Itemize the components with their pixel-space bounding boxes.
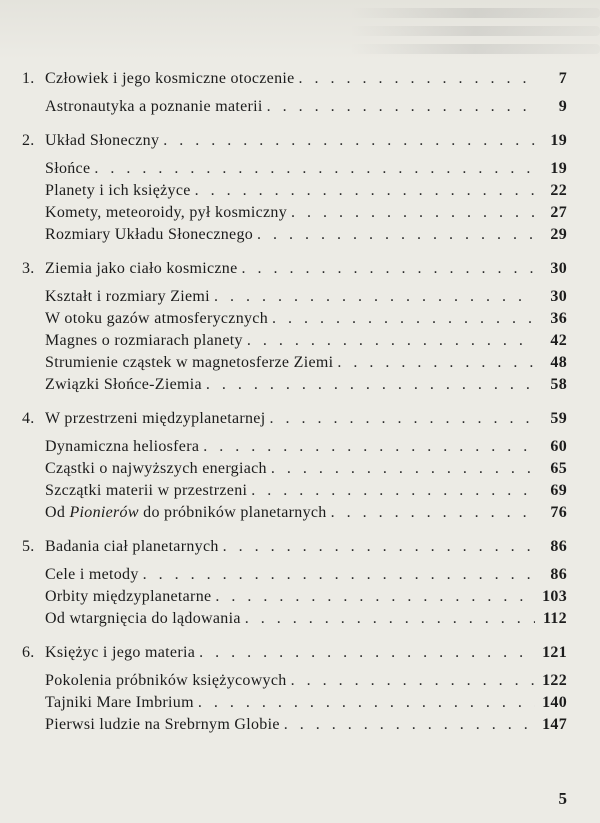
section-title: Planety i ich księżyce bbox=[45, 182, 191, 199]
page-ref: 121 bbox=[542, 644, 567, 661]
section-entry bbox=[22, 608, 567, 630]
leader-dots bbox=[251, 480, 535, 502]
chapter-1 bbox=[22, 68, 567, 118]
section-entry bbox=[22, 714, 567, 736]
section-entry bbox=[22, 202, 567, 224]
chapter-heading bbox=[22, 408, 567, 430]
section-title: W otoku gazów atmosferycznych bbox=[45, 310, 268, 327]
section-entry bbox=[22, 286, 567, 308]
page-ref: 60 bbox=[550, 438, 567, 455]
leader-dots bbox=[291, 202, 535, 224]
leader-dots bbox=[94, 158, 535, 180]
page-ref: 22 bbox=[550, 182, 567, 199]
leader-dots bbox=[215, 586, 535, 608]
leader-dots bbox=[291, 670, 535, 692]
page-number: 5 bbox=[558, 789, 567, 808]
section-entry bbox=[22, 224, 567, 246]
section-entry bbox=[22, 158, 567, 180]
leader-dots bbox=[257, 224, 535, 246]
section-title: Tajniki Mare Imbrium bbox=[45, 694, 194, 711]
section-entry bbox=[22, 458, 567, 480]
leader-dots bbox=[337, 352, 535, 374]
page-ref: 19 bbox=[550, 132, 567, 149]
page-ref: 29 bbox=[550, 226, 567, 243]
chapter-number: 1. bbox=[22, 70, 35, 87]
title-prefix: Od bbox=[45, 504, 70, 521]
page-ref: 58 bbox=[550, 376, 567, 393]
leader-dots bbox=[206, 374, 535, 396]
page-ref: 48 bbox=[550, 354, 567, 371]
page-ref: 86 bbox=[550, 566, 567, 583]
chapter-title: Badania ciał planetarnych bbox=[45, 538, 219, 555]
chapter-6 bbox=[22, 642, 567, 736]
page-ref: 65 bbox=[550, 460, 567, 477]
section-title: Słońce bbox=[45, 160, 91, 177]
section-title: Komety, meteoroidy, pył kosmiczny bbox=[45, 204, 288, 221]
previous-page-bleed bbox=[0, 0, 600, 60]
leader-dots bbox=[271, 458, 535, 480]
table-of-contents bbox=[22, 68, 567, 748]
section-title: Od wtargnięcia do lądowania bbox=[45, 610, 241, 627]
section-entry bbox=[22, 308, 567, 330]
leader-dots bbox=[272, 308, 535, 330]
bleed-line bbox=[350, 26, 600, 36]
section-title: Cząstki o najwyższych energiach bbox=[45, 460, 267, 477]
chapter-title: Ziemia jako ciało kosmiczne bbox=[45, 260, 238, 277]
section-title: Strumienie cząstek w magnetosferze Ziemi bbox=[45, 354, 334, 371]
section-title: Astronautyka a poznanie materii bbox=[45, 98, 263, 115]
chapter-title: W przestrzeni międzyplanetarnej bbox=[45, 410, 266, 427]
chapter-number: 2. bbox=[22, 132, 35, 149]
section-title: Pokolenia próbników księżycowych bbox=[45, 672, 287, 689]
chapter-title: Człowiek i jego kosmiczne otoczenie bbox=[45, 70, 295, 87]
section-entry bbox=[22, 502, 567, 524]
chapter-heading bbox=[22, 130, 567, 152]
page-ref: 9 bbox=[558, 98, 567, 115]
leader-dots bbox=[199, 642, 535, 664]
page-ref: 42 bbox=[550, 332, 567, 349]
chapter-heading bbox=[22, 642, 567, 664]
section-entry bbox=[22, 374, 567, 396]
section-title: Magnes o rozmiarach planety bbox=[45, 332, 243, 349]
leader-dots bbox=[195, 180, 535, 202]
section-title bbox=[45, 502, 327, 524]
section-title: Kształt i rozmiary Ziemi bbox=[45, 288, 210, 305]
section-entry bbox=[22, 586, 567, 608]
section-title: Cele i metody bbox=[45, 566, 139, 583]
leader-dots bbox=[223, 536, 535, 558]
section-title: Orbity międzyplanetarne bbox=[45, 588, 212, 605]
section-entry bbox=[22, 96, 567, 118]
chapter-heading bbox=[22, 258, 567, 280]
section-entry bbox=[22, 480, 567, 502]
leader-dots bbox=[143, 564, 535, 586]
section-entry bbox=[22, 692, 567, 714]
leader-dots bbox=[269, 408, 535, 430]
chapter-number: 3. bbox=[22, 260, 35, 277]
title-italic: Pionierów bbox=[69, 504, 139, 521]
section-title: Rozmiary Układu Słonecznego bbox=[45, 226, 254, 243]
leader-dots bbox=[299, 68, 535, 90]
chapter-5 bbox=[22, 536, 567, 630]
section-entry bbox=[22, 330, 567, 352]
leader-dots bbox=[284, 714, 535, 736]
page-ref: 122 bbox=[542, 672, 567, 689]
section-title: Dynamiczna heliosfera bbox=[45, 438, 200, 455]
leader-dots bbox=[267, 96, 535, 118]
page-ref: 30 bbox=[550, 260, 567, 277]
leader-dots bbox=[163, 130, 535, 152]
page-ref: 59 bbox=[550, 410, 567, 427]
leader-dots bbox=[247, 330, 535, 352]
section-entry bbox=[22, 352, 567, 374]
chapter-number: 6. bbox=[22, 644, 35, 661]
page-ref: 7 bbox=[558, 70, 567, 87]
chapter-number: 4. bbox=[22, 410, 35, 427]
leader-dots bbox=[198, 692, 535, 714]
page-ref: 76 bbox=[550, 504, 567, 521]
section-title: Związki Słońce-Ziemia bbox=[45, 376, 202, 393]
section-title: Szczątki materii w przestrzeni bbox=[45, 482, 248, 499]
chapter-title: Księżyc i jego materia bbox=[45, 644, 196, 661]
section-title: Pierwsi ludzie na Srebrnym Globie bbox=[45, 716, 280, 733]
leader-dots bbox=[241, 258, 535, 280]
chapter-number: 5. bbox=[22, 538, 35, 555]
leader-dots bbox=[203, 436, 535, 458]
leader-dots bbox=[214, 286, 535, 308]
page-ref: 86 bbox=[550, 538, 567, 555]
section-entry bbox=[22, 564, 567, 586]
bleed-line bbox=[350, 8, 600, 18]
chapter-2 bbox=[22, 130, 567, 246]
page-ref: 30 bbox=[550, 288, 567, 305]
page-ref: 27 bbox=[550, 204, 567, 221]
chapter-title: Układ Słoneczny bbox=[45, 132, 160, 149]
section-entry bbox=[22, 436, 567, 458]
page-ref: 36 bbox=[550, 310, 567, 327]
page-ref: 69 bbox=[550, 482, 567, 499]
chapter-4 bbox=[22, 408, 567, 524]
bleed-line bbox=[350, 44, 600, 54]
page-ref: 103 bbox=[542, 588, 567, 605]
leader-dots bbox=[331, 502, 535, 524]
page-ref: 147 bbox=[542, 716, 567, 733]
chapter-heading bbox=[22, 68, 567, 90]
section-entry bbox=[22, 180, 567, 202]
page-ref: 140 bbox=[542, 694, 567, 711]
chapter-3 bbox=[22, 258, 567, 396]
page-ref: 19 bbox=[550, 160, 567, 177]
leader-dots bbox=[245, 608, 535, 630]
title-suffix: do próbników planetarnych bbox=[138, 504, 327, 521]
page-ref: 112 bbox=[542, 610, 567, 627]
chapter-heading bbox=[22, 536, 567, 558]
section-entry bbox=[22, 670, 567, 692]
